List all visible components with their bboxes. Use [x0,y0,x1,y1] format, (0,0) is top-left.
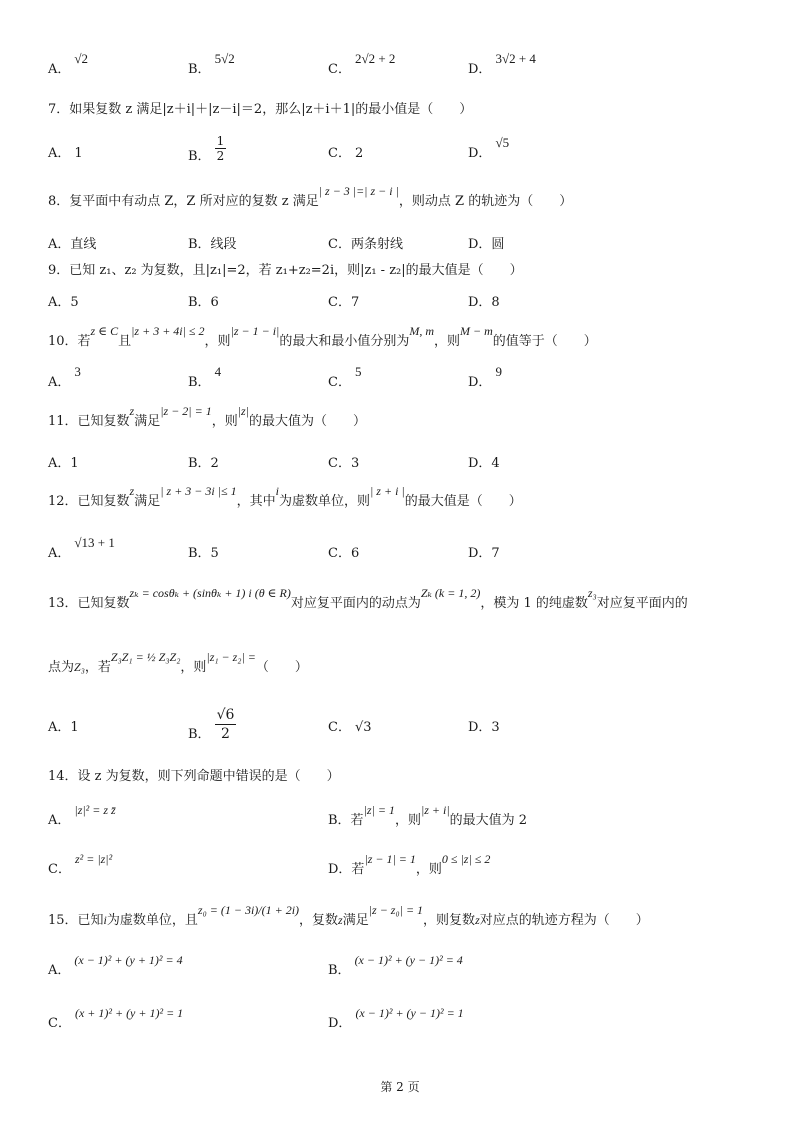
q8-option-d[interactable]: D．圆 [468,237,505,252]
math-expression: |z − z₀| = 1 [368,903,424,917]
q7-option-c[interactable]: C． 2 [328,146,364,161]
q9-option-d[interactable]: D．8 [468,295,500,310]
q13-option-c[interactable]: C． √3 [328,720,372,735]
math-expression: |z − 1 − i| [230,324,280,338]
q15-stem: 15．已知i为虚数单位，且z₀ = (1 − 3i)/(1 + 2i)，复数z满足|z − z₀| = 1，则复数z对应点的轨迹方程为（ ） [48,903,649,928]
math-expression: Z₃ [74,660,85,674]
q14-option-c[interactable]: C．z² = |z|² [48,852,113,877]
q9-stem: 9．已知 z₁、z₂ 为复数，且|z₁|=2，若 z₁+z₂=2i，则|z₁ - z₂|的最大值是（ ） [48,263,523,278]
q8-option-a[interactable]: A．直线 [48,237,97,252]
q11-option-a[interactable]: A．1 [48,456,79,471]
math-expression: | z + i | [370,484,405,498]
math-expression: z₃ [587,586,597,600]
q7-option-a[interactable]: A． 1 [48,146,83,161]
q13-options [48,707,768,742]
q8-option-b[interactable]: B．线段 [188,237,237,252]
math-expression: zₖ = cosθₖ + (sinθₖ + 1) i (θ ∈ R) [129,586,291,600]
q11-stem: 11．已知复数z满足|z − 2| = 1，则|z|的最大值为（ ） [48,404,367,429]
q15-option-d[interactable]: D．(x − 1)² + (y − 1)² = 1 [328,1006,464,1031]
q10-option-a[interactable]: A．3 [48,364,81,390]
q14-options-row1 [48,803,768,831]
q6-option-a[interactable]: A．√2 [48,51,89,77]
q10-option-c[interactable]: C．5 [328,364,362,390]
q8-stem: 8．复平面中有动点 Z，Z 所对应的复数 z 满足| z − 3 |=| z − i |，则动点 Z 的轨迹为（ ） [48,184,573,209]
q13-stem-line2: 点为Z₃，若Z₃Z₁ = ½ Z₃Z₂，则|z₁ − z₂| =（ ） [48,650,308,675]
q15-options-row2 [48,1006,768,1034]
q8-option-c[interactable]: C．两条射线 [328,237,403,252]
q14-options-row2 [48,852,768,880]
q9-option-c[interactable]: C．7 [328,295,360,310]
vector-expression: Z₃Z₁ = ½ Z₃Z₂ [110,650,181,664]
q7-option-b[interactable]: B． $\frac{1}{2}$ [188,134,225,164]
q6-option-c[interactable]: C．2√2 + 2 [328,51,396,77]
q6-option-b[interactable]: B．5√2 [188,51,235,77]
math-expression: M, m [409,324,435,338]
math-expression: z [338,913,343,927]
q15-options-row1 [48,953,768,981]
math-expression: | z − 3 |=| z − i | [318,184,399,198]
q12-stem: 12．已知复数z满足| z + 3 − 3i |≤ 1，其中i为虚数单位，则| z + i |的最大值是（ ） [48,484,522,509]
math-expression: z [129,404,135,418]
fraction: $\frac{√6}{2}$ [216,707,235,742]
q13-option-b[interactable]: B． $\frac{√6}{2}$ [188,707,235,742]
math-expression: i [275,484,279,498]
math-expression: i [103,913,107,927]
math-expression: |z + 3 + 4i| ≤ 2 [131,324,205,338]
q15-option-b[interactable]: B．(x − 1)² + (y − 1)² = 4 [328,953,463,978]
math-expression: z [475,913,480,927]
math-expression: |z| [237,404,249,418]
q9-option-b[interactable]: B．6 [188,295,219,310]
math-expression: Zₖ (k = 1, 2) [420,586,481,600]
q8-options [48,233,768,255]
q14-option-b[interactable]: B．若|z| = 1，则|z + i|的最大值为 2 [328,803,528,828]
q9-options [48,291,768,313]
q12-option-b[interactable]: B．5 [188,546,219,561]
q13-stem-line1: 13．已知复数zₖ = cosθₖ + (sinθₖ + 1) i (θ ∈ R)对应复平面内的动点为Zₖ (k = 1, 2)，模为 1 的纯虚数z₃对应复平面内的 [48,586,688,611]
q6-option-d[interactable]: D．3√2 + 4 [468,51,536,77]
q6-options [48,51,768,80]
q14-option-a[interactable]: A．|z|² = z z̄ [48,803,116,828]
q11-option-d[interactable]: D．4 [468,456,500,471]
q15-option-c[interactable]: C．(x + 1)² + (y + 1)² = 1 [48,1006,184,1031]
q11-option-b[interactable]: B．2 [188,456,219,471]
q10-stem: 10．若z ∈ C且|z + 3 + 4i| ≤ 2，则|z − 1 − i|的最大和最小值分别为M, m，则M − m的值等于（ ） [48,324,597,349]
page-number: 第 2 页 [380,1080,420,1094]
q7-option-d[interactable]: D．√5 [468,135,510,161]
q7-options [48,134,768,164]
q12-option-c[interactable]: C．6 [328,546,360,561]
q11-options [48,452,768,474]
math-expression: |z₁ − z₂| = [206,650,256,664]
q14-option-d[interactable]: D．若|z − 1| = 1，则0 ≤ |z| ≤ 2 [328,852,491,877]
math-expression: M − m [460,324,493,338]
q12-option-d[interactable]: D．7 [468,546,500,561]
q14-stem: 14．设 z 为复数，则下列命题中错误的是（ ） [48,769,340,784]
math-expression: z ∈ C [90,324,119,338]
math-expression: z₀ = (1 − 3i)/(1 + 2i) [197,903,300,917]
q9-option-a[interactable]: A．5 [48,295,79,310]
q7-stem: 7．如果复数 z 满足|z＋i|＋|z－i|＝2，那么|z＋i＋1|的最小值是（ ） [48,102,473,117]
q15-option-a[interactable]: A．(x − 1)² + (y + 1)² = 4 [48,953,183,978]
q10-option-d[interactable]: D．9 [468,364,502,390]
q13-option-d[interactable]: D．3 [468,720,500,735]
math-expression: z [129,484,135,498]
math-expression: |z − 2| = 1 [160,404,212,418]
q12-option-a[interactable]: A．√13 + 1 [48,535,115,561]
fraction: $\frac{1}{2}$ [216,134,225,163]
q12-options [48,535,768,564]
q10-option-b[interactable]: B．4 [188,364,222,390]
q13-option-a[interactable]: A．1 [48,720,79,735]
q10-options [48,364,768,393]
math-expression: | z + 3 − 3i |≤ 1 [160,484,237,498]
q11-option-c[interactable]: C．3 [328,456,360,471]
